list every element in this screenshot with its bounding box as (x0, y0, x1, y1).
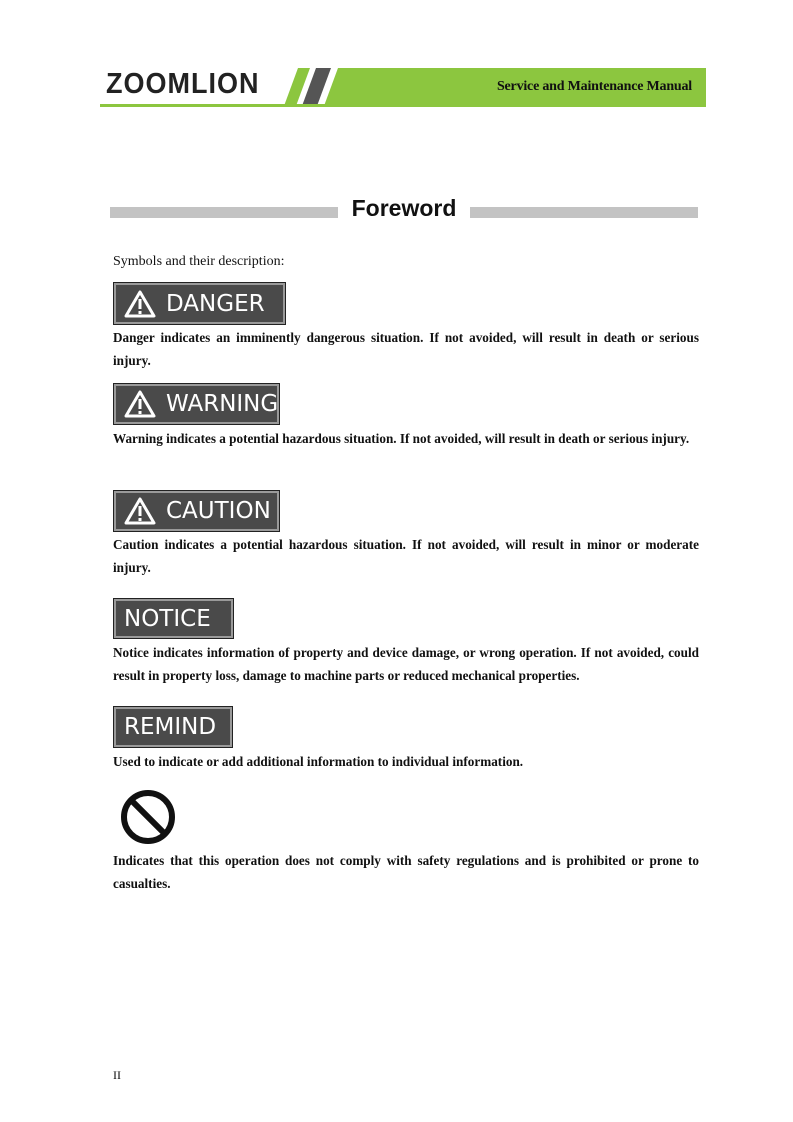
page-number: II (113, 1068, 121, 1082)
warning-sign (113, 383, 280, 425)
brand-logo: ZOOMLION (106, 68, 260, 100)
prohibited-icon (120, 789, 176, 845)
header-underline (100, 104, 706, 107)
notice-description: Notice indicates information of property and device damage, or wrong operation. If not avoided, could result in property loss, damage to machine parts or reduced mechanical properties. (113, 645, 699, 683)
notice-label: NOTICE (124, 605, 211, 632)
danger-description: Danger indicates an imminently dangerous situation. If not avoided, will result in death or serious injury. (113, 330, 699, 368)
warning-triangle-icon (124, 290, 156, 318)
remind-description: Used to indicate or add additional information to individual information. (113, 754, 524, 769)
manual-title: Service and Maintenance Manual (496, 79, 692, 94)
caution-description: Caution indicates a potential hazardous situation. If not avoided, will result in minor or moderate injury. (113, 537, 699, 575)
warning-triangle-icon (124, 390, 156, 418)
caution-sign (113, 490, 280, 532)
remind-sign (113, 706, 233, 748)
notice-sign (113, 598, 234, 639)
remind-label: REMIND (124, 714, 217, 740)
page-header (100, 68, 706, 108)
prohibited-description: Indicates that this operation does not comply with safety regulations and is prohibited or prone to casualties. (113, 853, 699, 891)
intro-text: Symbols and their description: (113, 254, 285, 269)
warning-description: Warning indicates a potential hazardous situation. If not avoided, will result in death or serious injury. (113, 431, 690, 446)
danger-label: DANGER (166, 290, 265, 317)
danger-sign (113, 282, 286, 325)
foreword-title: Foreword (351, 195, 457, 221)
warning-triangle-icon (124, 497, 156, 525)
caution-label: CAUTION (166, 498, 271, 524)
foreword-heading (110, 195, 698, 225)
warning-label: WARNING (166, 391, 279, 417)
